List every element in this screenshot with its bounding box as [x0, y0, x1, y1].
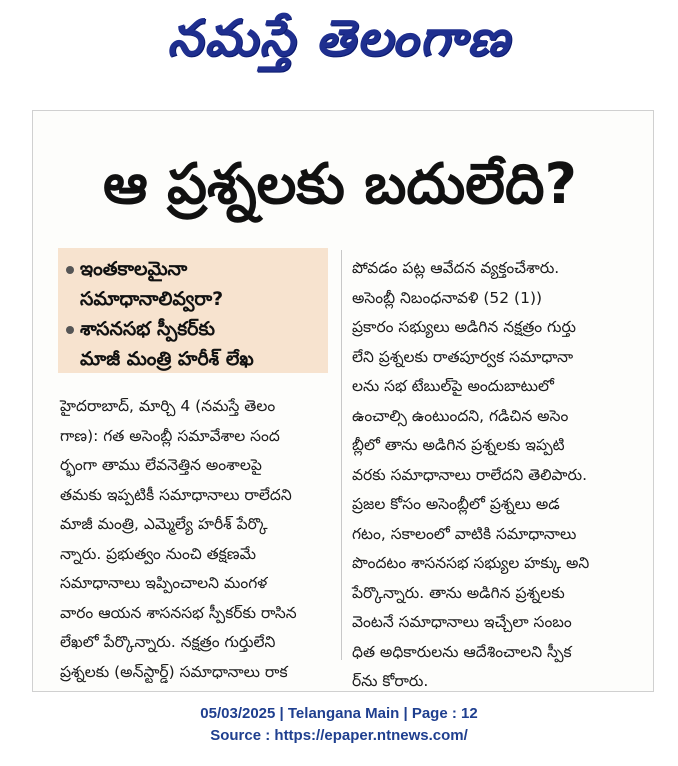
body-line: ర్‌ను కోరారు. [352, 672, 429, 690]
body-line: ప్రశ్నలకు (అన్‌స్టార్డ్‌) సమాధానాలు రాక [60, 662, 288, 681]
body-line: తమకు ఇప్పటికీ సమాధానాలు రాలేదని [60, 485, 292, 504]
body-line: పొందటం శాసనసభ సభ్యుల హక్కు అని [352, 554, 590, 572]
body-line: లను సభ టేబుల్‌పై అందుబాటులో [352, 377, 554, 395]
body-line: వరకు సమాధానాలు రాలేదని తెలిపారు. [352, 465, 588, 484]
body-line: లేని ప్రశ్నలకు రాతపూర్వక సమాధానా [352, 347, 574, 366]
body-line: లేఖలో పేర్కొన్నారు. నక్షత్రం గుర్తులేని [60, 633, 276, 651]
masthead-title: నమస్తే తెలంగాణ [167, 8, 511, 67]
body-line: న్నారు. ప్రభుత్వం నుంచి తక్షణమే [60, 544, 256, 563]
bullet-icon [66, 266, 74, 274]
highlights-box [58, 248, 328, 373]
source-line: Source : https://epaper.ntnews.com/ [210, 727, 468, 744]
publication-date-line: 05/03/2025 | Telangana Main | Page : 12 [200, 705, 478, 722]
body-line: ప్రకారం సభ్యులు అడిగిన నక్షత్రం గుర్తు [352, 318, 576, 336]
article-headline: ఆ ప్రశ్నలకు బదులేది? [102, 152, 578, 217]
body-line: ఉంచాల్సి ఉంటుందని, గడిచిన అసెం [352, 406, 569, 425]
body-line: ర్భంగా తాము లేవనెత్తిన అంశాలపై [60, 456, 262, 474]
body-line: ధిత అధికారులను ఆదేశించాలని స్పీక [352, 642, 572, 661]
body-line: వెంటనే సమాధానాలు ఇచ్చేలా సంబం [352, 613, 572, 631]
body-line: గటం, సకాలంలో వాటికి సమాధానాలు [352, 524, 577, 543]
body-line: సమాధానాలు ఇప్పించాలని మంగళ [60, 574, 268, 592]
article-body-left-column [60, 392, 335, 687]
highlight-item: ఇంతకాలమైనా సమాధానాలివ్వరా? [66, 254, 223, 314]
body-line: బ్లీలో తాను అడిగిన ప్రశ్నలకు ఇప్పటి [352, 436, 565, 454]
body-line: మాజీ మంత్రి, ఎమ్మెల్యే హరీశ్‌ పేర్కొ [60, 515, 268, 533]
body-line: అసెంబ్లీ నిబంధనావళి (52 (1)) [352, 288, 543, 307]
column-divider [341, 250, 342, 660]
body-line: హైదరాబాద్‌, మార్చి 4 (నమస్తే తెలం [60, 397, 276, 415]
body-line: పేర్కొన్నారు. తాను అడిగిన ప్రశ్నలకు [352, 583, 565, 602]
article-body-right-column [352, 254, 632, 697]
body-line: గాణ): గత అసెంబ్లీ సమావేశాల సంద [60, 426, 280, 445]
body-line: ప్రజల కోసం అసెంబ్లీలో ప్రశ్నలు అడ [352, 495, 560, 513]
newspaper-masthead [0, 0, 678, 88]
bullet-icon [66, 326, 74, 334]
highlight-item: శాసనసభ స్పీకర్‌కు మాజీ మంత్రి హరీశ్‌ లేఖ [66, 314, 254, 374]
body-line: వారం ఆయన శాసనసభ స్పీకర్‌కు రాసిన [60, 603, 297, 622]
body-line: పోవడం పట్ల ఆవేదన వ్యక్తంచేశారు. [352, 259, 560, 277]
